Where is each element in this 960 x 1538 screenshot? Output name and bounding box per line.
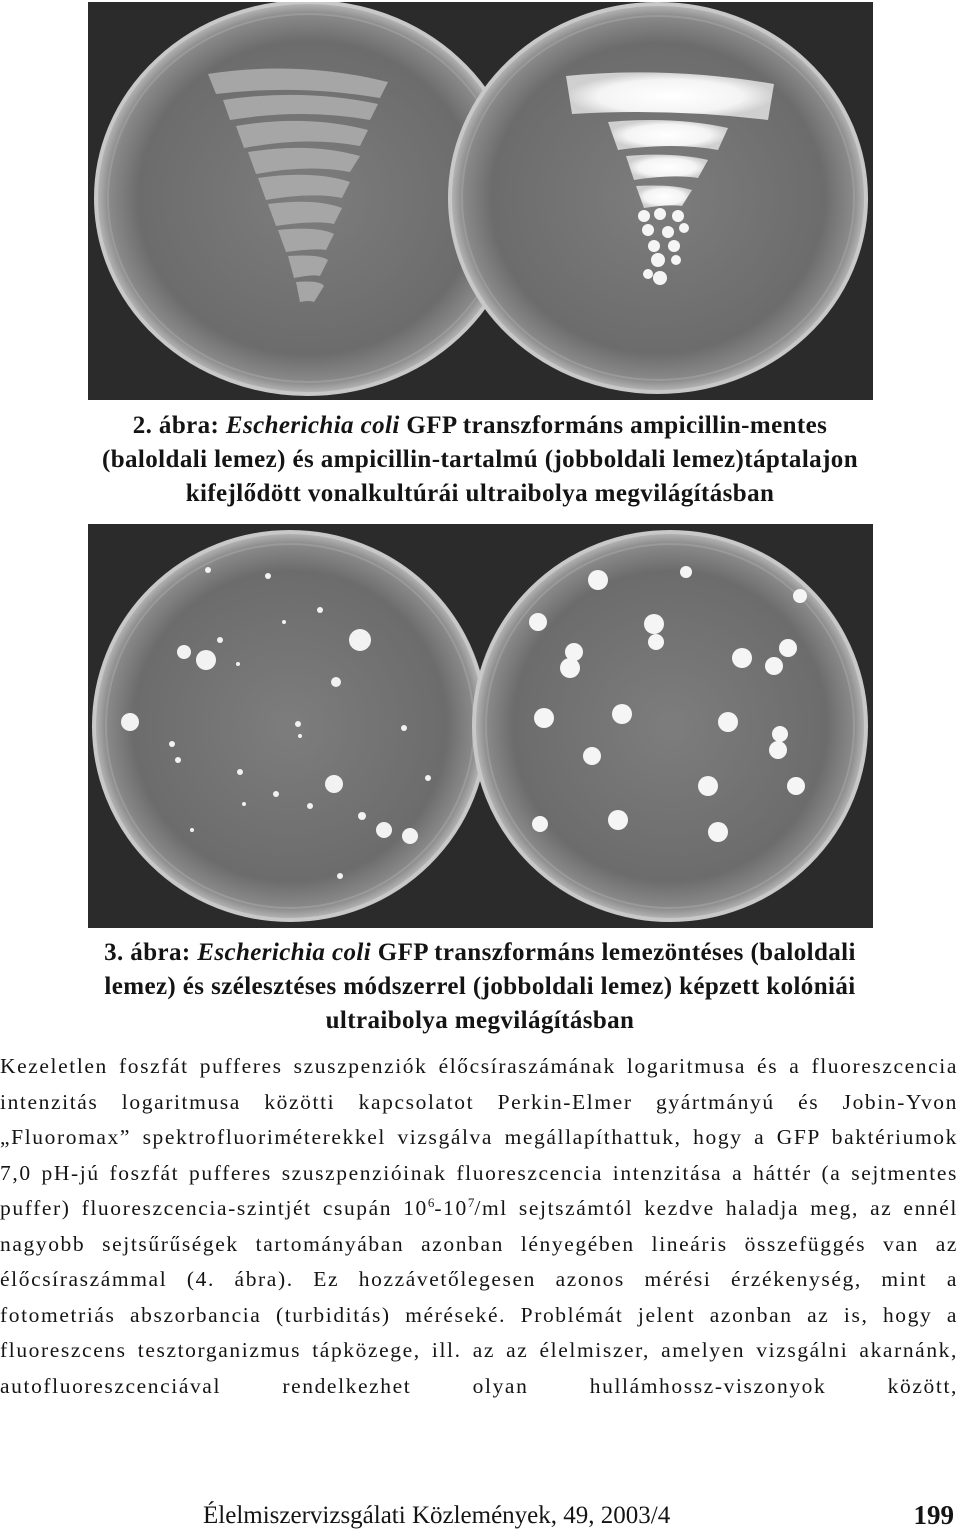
- caption-line: [0, 409, 960, 443]
- caption-text: GFP transzformáns lemezöntéses (baloldali: [377, 939, 856, 966]
- caption-line: [0, 936, 960, 970]
- left-petri-dish: [94, 532, 486, 920]
- species-name: Escherichia coli: [197, 939, 372, 966]
- figure-3-photo: [88, 524, 873, 928]
- caption-line: ultraibolya megvilágításban: [325, 1007, 635, 1034]
- figure-number: 3. ábra:: [104, 939, 191, 966]
- paragraph-text: Kezeletlen foszfát pufferes szuszpenziók élőcsíraszámának logaritmusa és a fluoreszcencia intenzitás logaritmusa közötti kapcsolatot Perkin-Elmer gyártmányú és Jobin-Yvon „Fluoromax” spektrofluoriméterekkel vizsgálva megállapíthattuk, hogy a GFP baktériumok 7,0 pH-jú foszfát pufferes szuszpenzióinak fluoreszcencia intenzitása a háttér (a sejtmentes puffer) fluoreszcencia-szintjét csupán 10: [0, 1054, 958, 1220]
- figure-2-photo: [88, 2, 873, 400]
- exponent: 6: [427, 1195, 435, 1210]
- species-name: Escherichia coli: [225, 412, 400, 439]
- page-footer: [0, 1500, 960, 1536]
- right-petri-dish: [474, 532, 866, 920]
- body-paragraph: [0, 1049, 958, 1404]
- page-number: 199: [913, 1500, 954, 1530]
- figure-2-caption: [0, 409, 960, 511]
- caption-line: kifejlődött vonalkultúrái ultraibolya megvilágításban: [185, 480, 775, 507]
- journal-citation: Élelmiszervizsgálati Közlemények, 49, 2003/4: [203, 1502, 671, 1529]
- caption-text: GFP transzformáns ampicillin-mentes: [406, 412, 828, 439]
- exponent: 7: [467, 1195, 475, 1210]
- caption-line: (baloldali lemez) és ampicillin-tartalmú (jobboldali lemez)táptalajon: [102, 446, 858, 473]
- paragraph-text: -10: [434, 1196, 468, 1220]
- figure-number: 2. ábra:: [132, 412, 220, 439]
- paragraph-text: /ml sejtszámtól kezdve haladja meg, az ennél nagyobb sejtsűrűségek tartományában azonban lényegében lineáris összefüggés van az élőcsíraszámmal (4. ábra). Ez hozzávetőlegesen azonos mérési érzékenység, mint a fotometriás abszorbancia (turbiditás) méréseké. Problémát jelent azonban az is, hogy a fluoreszcens tesztorganizmus tápközege, ill. az az élelmiszer, amelyen vizsgálni akarnánk, autofluoreszcenciával rendelkezhet olyan hullámhossz-viszonyok között,: [0, 1196, 958, 1398]
- caption-line: lemez) és szélesztéses módszerrel (jobboldali lemez) képzett kolóniái: [104, 973, 856, 1000]
- figure-3-caption: [0, 936, 960, 1038]
